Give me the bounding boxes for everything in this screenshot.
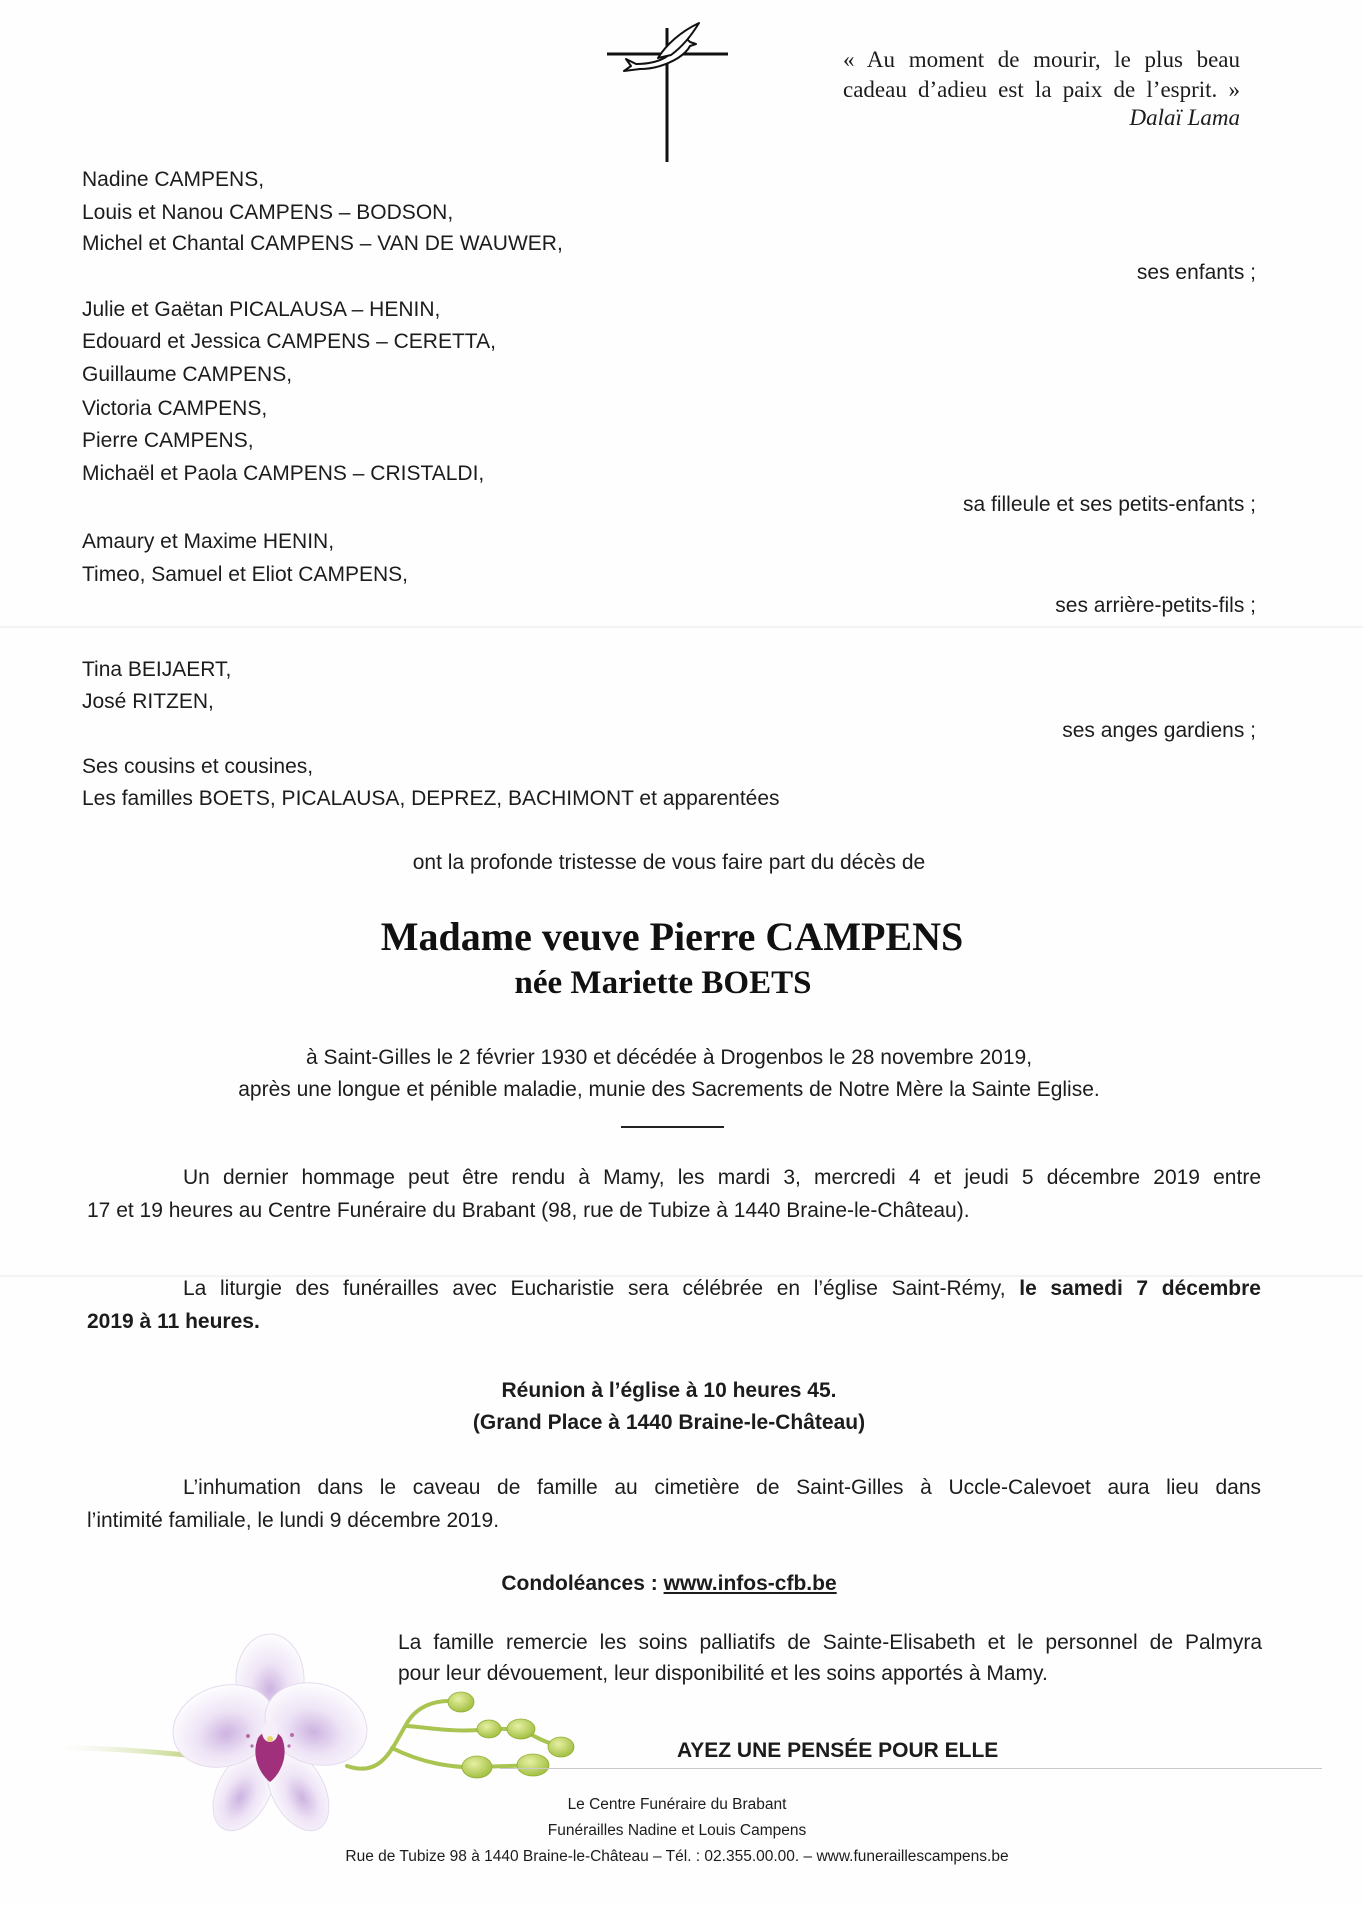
visitation-line: 17 et 19 heures au Centre Funéraire du Brabant (98, rue de Tubize à 1440 Braine-le-Château). (87, 1199, 970, 1222)
condolences-label: Condoléances : (501, 1572, 658, 1595)
relation-label: sa filleule et ses petits-enfants ; (963, 493, 1256, 516)
scan-seam (0, 626, 1363, 628)
relation-label: ses anges gardiens ; (1062, 719, 1256, 742)
deceased-name: Madame veuve Pierre CAMPENS (380, 914, 964, 959)
relation-label: ses arrière-petits-fils ; (1055, 594, 1256, 617)
cross-with-dove-icon (600, 18, 735, 168)
family-member-line: Guillaume CAMPENS, (82, 363, 293, 386)
family-member-line: Michaël et Paola CAMPENS – CRISTALDI, (82, 462, 485, 485)
thanks-line: La famille remercie les soins palliatifs de Sainte-Elisabeth et le personnel de Palmyra (398, 1631, 1262, 1654)
liturgy-line (183, 1273, 1261, 1305)
dove-icon (624, 23, 699, 71)
deceased-birth-name: née Mariette BOETS (514, 965, 812, 1001)
family-member-line: Timeo, Samuel et Eliot CAMPENS, (82, 563, 408, 586)
section-divider (621, 1126, 724, 1128)
condolences-link: www.infos-cfb.be (663, 1572, 837, 1595)
footer-line: Le Centre Funéraire du Brabant (567, 1796, 787, 1813)
family-member-line: Amaury et Maxime HENIN, (82, 530, 335, 553)
family-member-line: Victoria CAMPENS, (82, 397, 268, 420)
family-member-line: Michel et Chantal CAMPENS – VAN DE WAUWER, (82, 232, 563, 255)
meeting-location: (Grand Place à 1440 Braine-le-Château) (472, 1411, 866, 1434)
liturgy-text: La liturgie des funérailles avec Eucharistie sera célébrée en l’église Saint-Rémy, (183, 1277, 1006, 1300)
quote-line: « Au moment de mourir, le plus beau (843, 47, 1240, 72)
family-member-line: Julie et Gaëtan PICALAUSA – HENIN, (82, 298, 441, 321)
burial-line: L’inhumation dans le caveau de famille au cimetière de Saint-Gilles à Uccle-Calevoet aura lieu dans (183, 1476, 1261, 1499)
burial-line: l’intimité familiale, le lundi 9 décembre 2019. (87, 1509, 500, 1532)
announcement-text: ont la profonde tristesse de vous faire part du décès de (412, 851, 926, 874)
quote-author: Dalaï Lama (1129, 105, 1240, 130)
relation-label: ses enfants ; (1136, 261, 1256, 284)
dates-line: à Saint-Gilles le 2 février 1930 et décédée à Drogenbos le 28 novembre 2019, (305, 1046, 1033, 1069)
liturgy-date: le samedi 7 décembre (1019, 1277, 1261, 1300)
family-member-line: Nadine CAMPENS, (82, 168, 265, 191)
family-member-line: José RITZEN, (82, 690, 214, 713)
quote-line: cadeau d’adieu est la paix de l’esprit. » (843, 77, 1240, 102)
footer-divider (500, 1768, 1322, 1769)
condolences-line (82, 1568, 1256, 1600)
family-member-line: Edouard et Jessica CAMPENS – CERETTA, (82, 330, 496, 353)
footer-line: Funérailles Nadine et Louis Campens (547, 1822, 807, 1839)
family-member-line: Tina BEIJAERT, (82, 658, 232, 681)
thanks-line: pour leur dévouement, leur disponibilité et les soins apportés à Mamy. (398, 1662, 1048, 1685)
other-relatives-line: Ses cousins et cousines, (82, 755, 314, 778)
family-member-line: Pierre CAMPENS, (82, 429, 254, 452)
meeting-line: Réunion à l’église à 10 heures 45. (501, 1379, 837, 1402)
closing-text: AYEZ UNE PENSÉE POUR ELLE (677, 1739, 999, 1762)
visitation-line: Un dernier hommage peut être rendu à Mamy, les mardi 3, mercredi 4 et jeudi 5 décembre 2019 entre (183, 1166, 1261, 1189)
family-member-line: Louis et Nanou CAMPENS – BODSON, (82, 201, 454, 224)
liturgy-time: 2019 à 11 heures. (87, 1310, 260, 1333)
other-relatives-line: Les familles BOETS, PICALAUSA, DEPREZ, BACHIMONT et apparentées (82, 787, 780, 810)
footer-address: Rue de Tubize 98 à 1440 Braine-le-Château – Tél. : 02.355.00.00. – www.funeraillescampens.be (345, 1848, 1009, 1865)
dates-line: après une longue et pénible maladie, munie des Sacrements de Notre Mère la Sainte Eglise. (238, 1078, 1100, 1101)
